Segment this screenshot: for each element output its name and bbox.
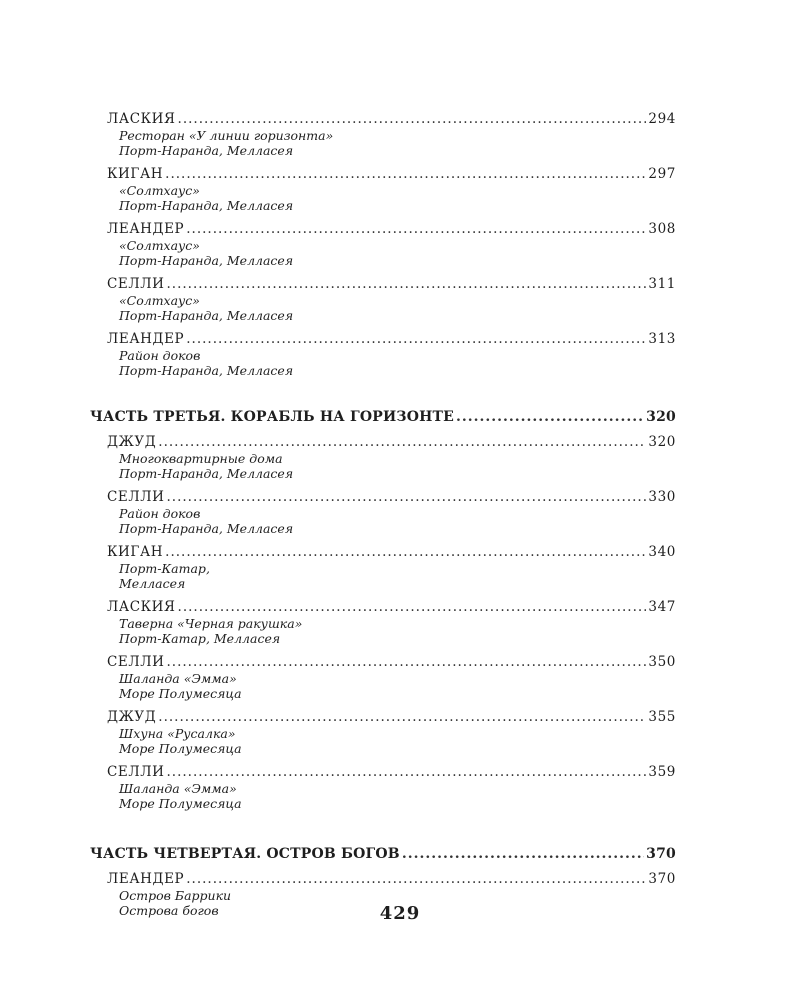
leader-dots — [186, 221, 646, 238]
chapter-place: Остров Баррики — [119, 888, 232, 903]
leader-dots — [186, 871, 646, 888]
chapter-page: 320 — [648, 434, 676, 450]
toc-chapter — [107, 654, 676, 701]
toc-chapter — [107, 111, 676, 158]
leader-dots — [167, 276, 647, 293]
chapter-place: Шаланда «Эмма» — [119, 671, 237, 686]
chapter-location: Порт-Наранда, Мелласея — [119, 253, 294, 268]
chapter-place: Район доков — [119, 348, 201, 363]
chapter-name: ЛЕАНДЕР — [107, 331, 185, 347]
part-heading — [90, 408, 676, 426]
leader-dots — [186, 331, 646, 348]
chapter-page: 370 — [648, 871, 676, 887]
chapter-location: Порт-Наранда, Мелласея — [119, 466, 294, 481]
chapter-place: Многоквартирные дома — [119, 451, 283, 466]
chapter-location: Море Полумесяца — [119, 686, 242, 701]
chapter-page: 350 — [648, 654, 676, 670]
chapter-page: 311 — [648, 276, 676, 292]
leader-dots — [456, 408, 644, 426]
part-heading — [90, 845, 676, 863]
chapter-place: Ресторан «У линии горизонта» — [119, 128, 334, 143]
chapter-page: 340 — [648, 544, 676, 560]
toc-chapter — [107, 709, 676, 756]
chapter-location: Порт-Катар, Мелласея — [119, 631, 281, 646]
leader-dots — [402, 845, 644, 863]
chapter-place: Район доков — [119, 506, 201, 521]
chapter-name: СЕЛЛИ — [107, 654, 165, 670]
chapter-page: 313 — [648, 331, 676, 347]
chapter-location: Порт-Наранда, Мелласея — [119, 363, 294, 378]
chapter-name: ДЖУД — [107, 709, 157, 725]
chapter-name: ЛАСКИЯ — [107, 599, 176, 615]
chapter-place: Таверна «Черная ракушка» — [119, 616, 303, 631]
leader-dots — [178, 599, 647, 616]
chapter-place: Шхуна «Русалка» — [119, 726, 236, 741]
chapter-name: ЛЕАНДЕР — [107, 871, 185, 887]
toc-chapter — [107, 764, 676, 811]
chapter-location: Порт-Наранда, Мелласея — [119, 198, 294, 213]
chapter-name: ДЖУД — [107, 434, 157, 450]
table-of-contents — [90, 111, 676, 926]
chapter-name: ЛАСКИЯ — [107, 111, 176, 127]
chapter-page: 330 — [648, 489, 676, 505]
toc-chapter — [107, 221, 676, 268]
chapter-place: «Солтхаус» — [119, 293, 200, 308]
chapter-name: ЛЕАНДЕР — [107, 221, 185, 237]
toc-section — [90, 111, 676, 378]
chapter-name: СЕЛЛИ — [107, 276, 165, 292]
chapter-page: 308 — [648, 221, 676, 237]
toc-section — [90, 408, 676, 811]
chapter-name: КИГАН — [107, 166, 164, 182]
leader-dots — [165, 544, 646, 561]
leader-dots — [165, 166, 646, 183]
chapter-place: Шаланда «Эмма» — [119, 781, 237, 796]
toc-chapter — [107, 166, 676, 213]
chapter-page: 294 — [648, 111, 676, 127]
chapter-location: Порт-Наранда, Мелласея — [119, 521, 294, 536]
toc-chapter — [107, 599, 676, 646]
leader-dots — [178, 111, 647, 128]
chapter-page: 297 — [648, 166, 676, 182]
toc-chapter — [107, 331, 676, 378]
chapter-page: 347 — [648, 599, 676, 615]
leader-dots — [167, 489, 647, 506]
leader-dots — [158, 434, 646, 451]
toc-chapter — [107, 544, 676, 591]
chapter-location: Порт-Наранда, Мелласея — [119, 143, 294, 158]
part-title: ЧАСТЬ ЧЕТВЕРТАЯ. ОСТРОВ БОГОВ — [90, 846, 400, 862]
chapter-page: 359 — [648, 764, 676, 780]
toc-chapter — [107, 276, 676, 323]
chapter-name: СЕЛЛИ — [107, 764, 165, 780]
part-title: ЧАСТЬ ТРЕТЬЯ. КОРАБЛЬ НА ГОРИЗОНТЕ — [90, 409, 455, 425]
leader-dots — [167, 654, 647, 671]
toc-chapter — [107, 489, 676, 536]
chapter-location: Порт-Наранда, Мелласея — [119, 308, 294, 323]
chapter-page: 355 — [648, 709, 676, 725]
chapter-place: Порт-Катар, — [119, 561, 210, 576]
chapter-location: Море Полумесяца — [119, 741, 242, 756]
part-page: 320 — [646, 409, 676, 425]
chapter-location: Мелласея — [119, 576, 186, 591]
chapter-name: КИГАН — [107, 544, 164, 560]
chapter-name: СЕЛЛИ — [107, 489, 165, 505]
chapter-location: Острова богов — [119, 903, 219, 918]
chapter-location: Море Полумесяца — [119, 796, 242, 811]
leader-dots — [158, 709, 646, 726]
toc-chapter — [107, 434, 676, 481]
chapter-place: «Солтхаус» — [119, 183, 200, 198]
page-number: 429 — [379, 903, 421, 924]
leader-dots — [167, 764, 647, 781]
part-page: 370 — [646, 846, 676, 862]
chapter-place: «Солтхаус» — [119, 238, 200, 253]
